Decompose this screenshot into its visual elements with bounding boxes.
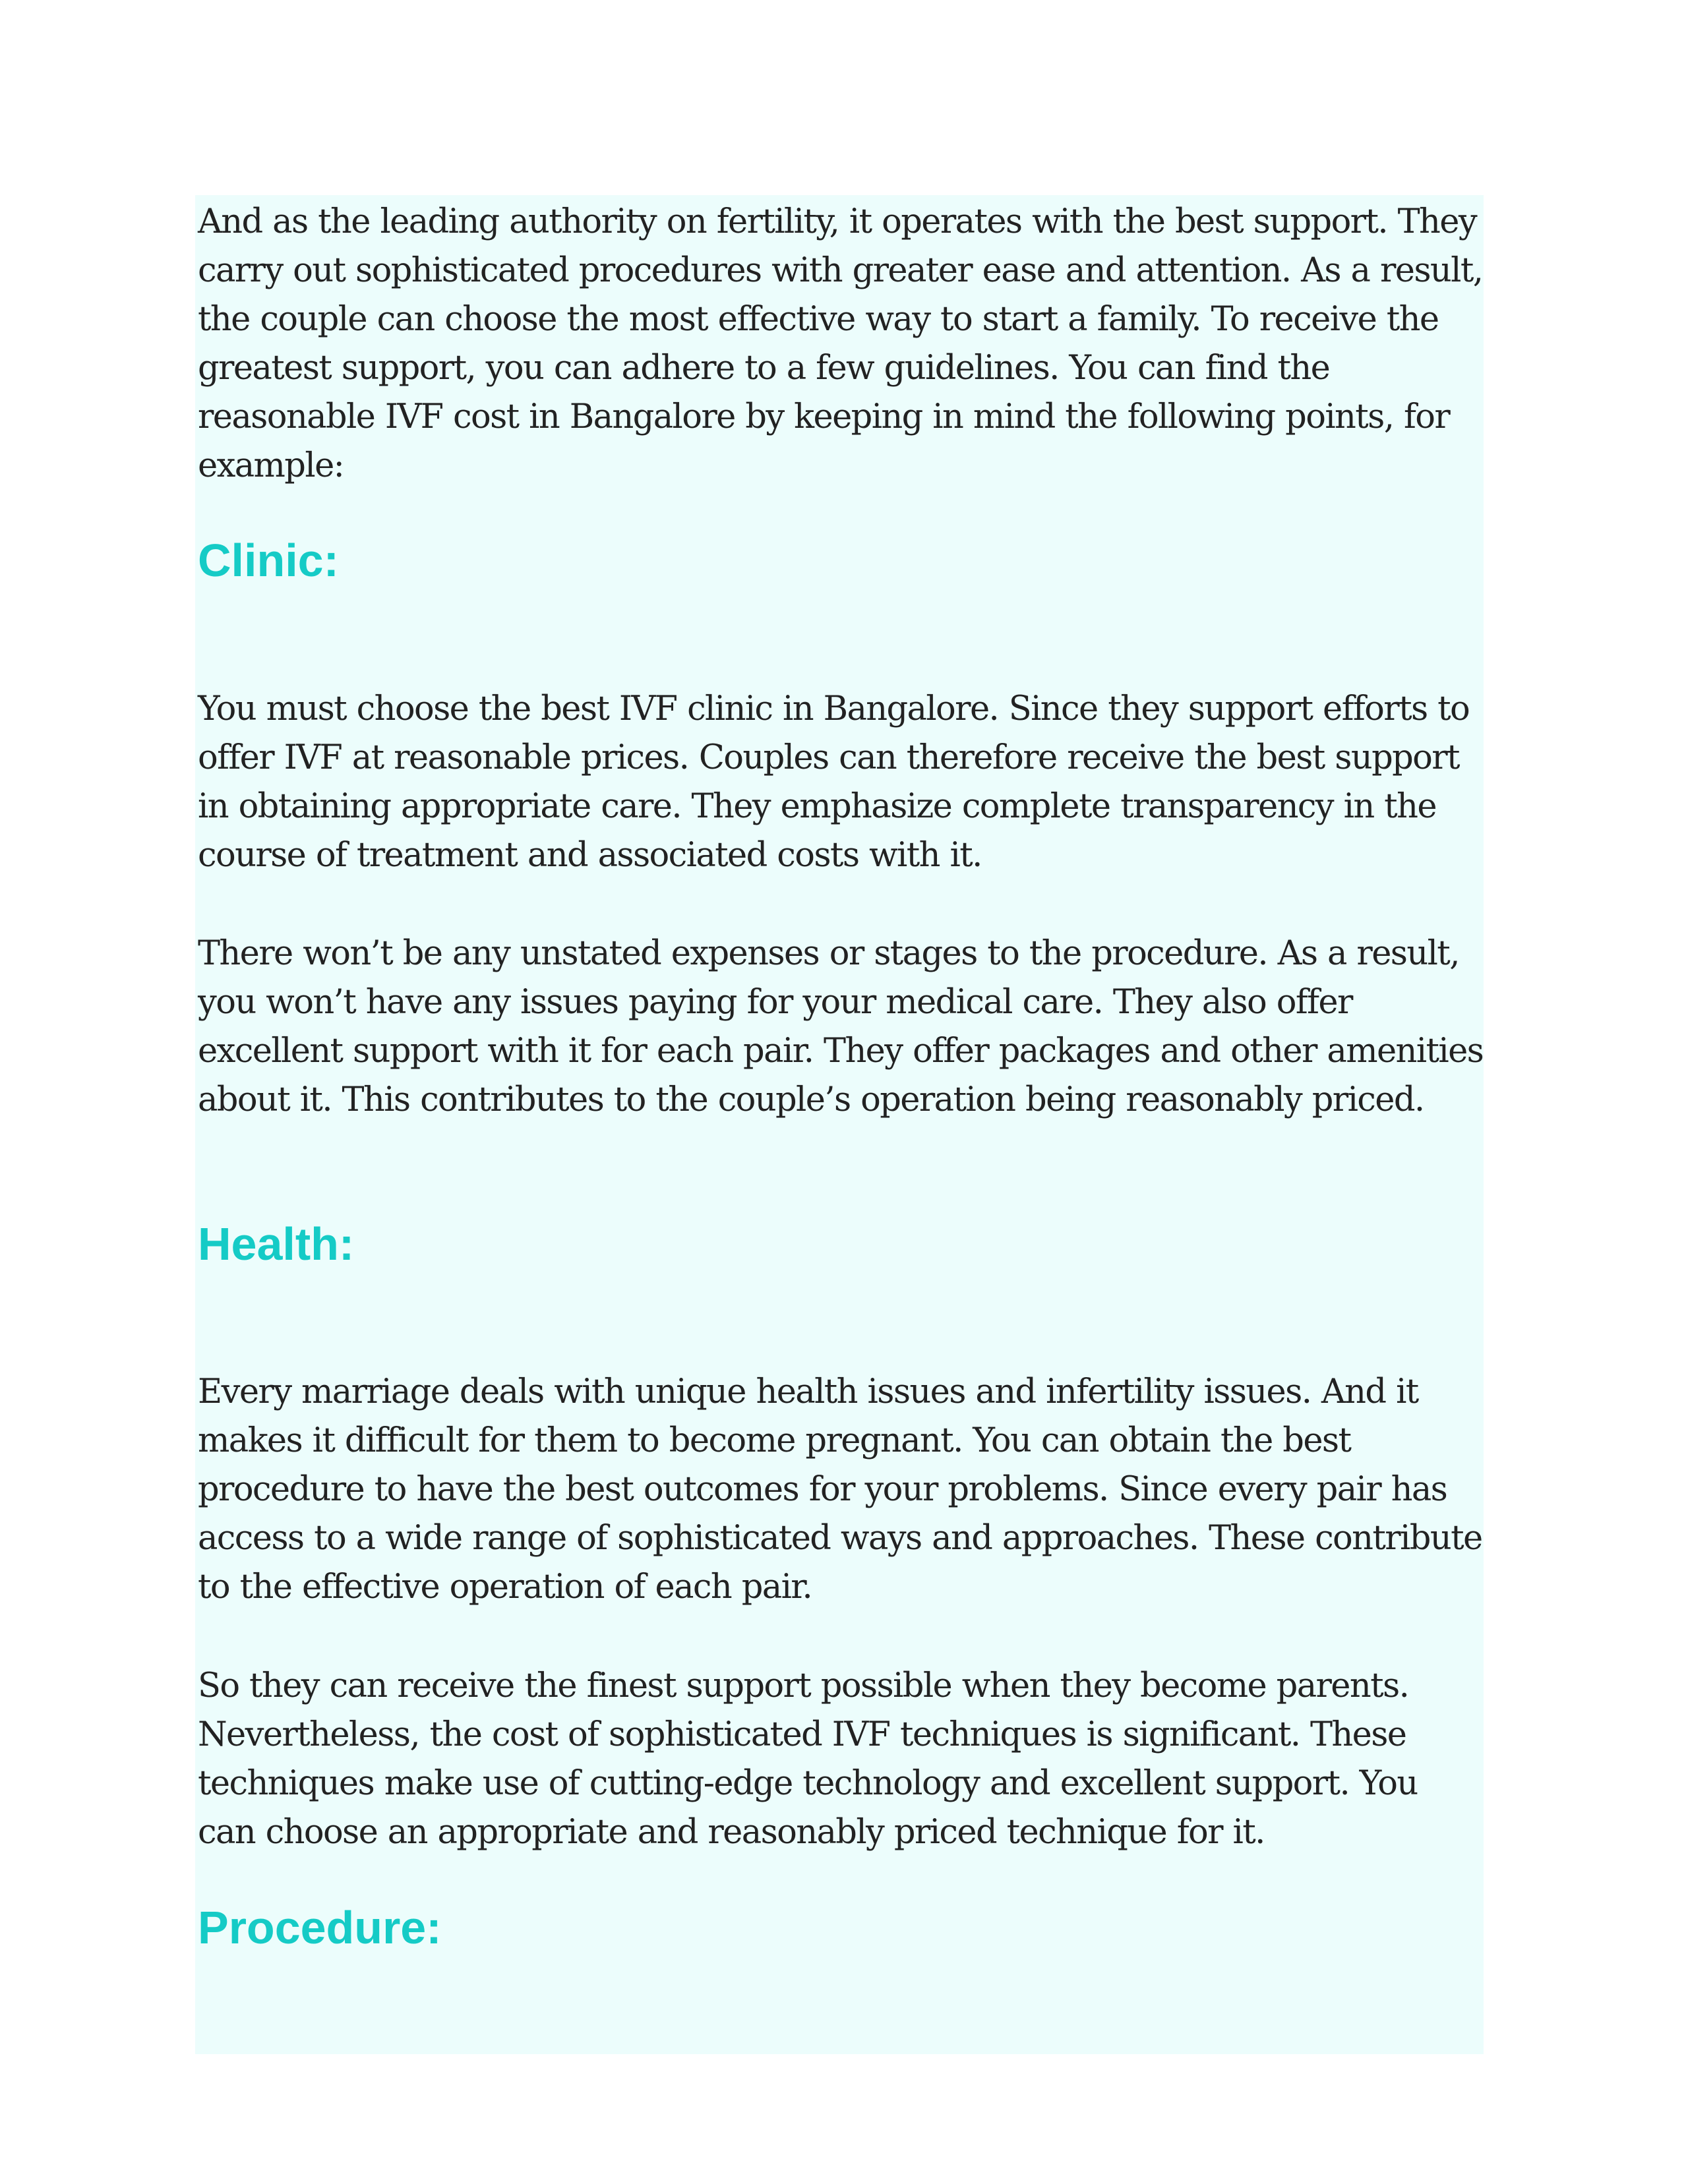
clinic-heading: Clinic: (198, 535, 339, 586)
clinic-paragraph-2: There won’t be any unstated expenses or stages to the procedure. As a result, you won’t have any issues paying for your medical care. They also offer excellent support with it for each pair. They offer packages and other amenities about it. This contributes to the couple’s operation being reasonably priced. (198, 934, 1484, 1119)
intro-paragraph: And as the leading authority on fertility, it operates with the best support. They carry out sophisticated procedures with greater ease and attention. As a result, the couple can choose the most effective way to start a family. To receive the greatest support, you can adhere to a few guidelines. You can find the reasonable IVF cost in Bangalore by keeping in mind the following points, for example: (198, 202, 1483, 485)
procedure-heading: Procedure: (198, 1902, 442, 1953)
health-heading: Health: (198, 1218, 355, 1270)
clinic-paragraph-1: You must choose the best IVF clinic in Bangalore. Since they support efforts to offer IVF at reasonable prices. Couples can therefore receive the best support in obtaining appropriate care. They emphasize complete transparency in the course of treatment and associated costs with it. (198, 690, 1470, 875)
health-paragraph-1: Every marriage deals with unique health issues and infertility issues. And it makes it difficult for them to become pregnant. You can obtain the best procedure to have the best outcomes for your problems. Since every pair has access to a wide range of sophisticated ways and approaches. These contribute to the effective operation of each pair. (198, 1372, 1482, 1607)
health-paragraph-2: So they can receive the finest support possible when they become parents. Nevertheless, the cost of sophisticated IVF techniques is significant. These techniques make use of cutting-edge technology and excellent support. You can choose an appropriate and reasonably priced technique for it. (198, 1667, 1418, 1852)
article-content-block (195, 195, 1484, 2054)
